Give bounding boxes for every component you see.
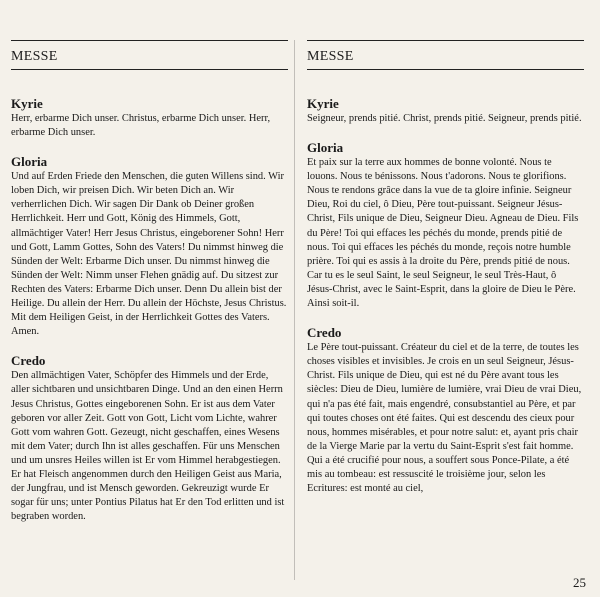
gloria-text: Und auf Erden Friede den Menschen, die guten Willens sind. Wir loben Dich, wir preisen Dich. Wir beten Dich an. Wir verherrlichen Dich. Wir sagen Dir Dank ob Deiner großen Herrlichkeit. Herr und Gott, König des Himmels, Gott, allmächtiger Vater! Herr Jesus Christus, eingeborener Sohn! Herr und Gott, Lamm Gottes, Sohn des Vaters! Du nimmst hinweg die Sünden der Welt: Erbarme Dich unser. Du nimmst hinweg die Sünden der Welt: Nimm unser Flehen gnädig auf. Du sitzest zur Rechten des Vaters: Erbarme Dich unser. Denn Du allein bist der Heilige. Du allein der Herr. Du allein der Höchste, Jesus Christus. Mit dem Heiligen Geist, in der Herrlichkeit Gottes des Vaters. Amen. — [11, 171, 287, 338]
column-divider — [294, 40, 295, 580]
credo-text: Den allmächtigen Vater, Schöpfer des Himmels und der Erde, aller sichtbaren und unsichtbaren Dinge. Und an den einen Herrn Jesus Christus, Gottes eingeborenen Sohn. Er ist aus dem Vater geboren vor aller Zeit. Gott von Gott, Licht vom Lichte, wahrer Gott vom wahren Gott. Gezeugt, nicht geschaffen, eines Wesens mit dem Vater; durch Ihn ist alles geschaffen. Für uns Menschen und um unsres Heiles willen ist Er vom Himmel herabgestiegen. Er hat Fleisch angenommen durch den Heiligen Geist aus Maria, der Jungfrau, und ist Mensch geworden. Gekreuzigt wurde Er sogar für uns; unter Pontius Pilatus hat Er den Tod erlitten und ist begraben worden. — [11, 370, 285, 523]
column-title: MESSE — [11, 48, 288, 70]
gloria-section — [307, 140, 584, 311]
credo-section — [307, 325, 584, 496]
credo-heading: Credo — [11, 353, 46, 369]
french-column — [307, 40, 584, 510]
column-title: MESSE — [307, 48, 584, 70]
kyrie-text: Seigneur, prends pitié. Christ, prends pitié. Seigneur, prends pitié. — [307, 113, 582, 124]
kyrie-text: Herr, erbarme Dich unser. Christus, erbarme Dich unser. Herr, erbarme Dich unser. — [11, 113, 271, 139]
credo-heading: Credo — [307, 325, 342, 341]
gloria-section — [11, 154, 288, 339]
credo-section — [11, 353, 288, 524]
gloria-heading: Gloria — [11, 154, 48, 170]
top-rule — [307, 40, 584, 41]
kyrie-heading: Kyrie — [11, 96, 43, 111]
kyrie-heading: Kyrie — [307, 96, 339, 111]
kyrie-section — [307, 96, 584, 126]
gloria-heading: Gloria — [307, 140, 344, 156]
credo-text: Le Père tout-puissant. Créateur du ciel et de la terre, de toutes les choses visibles et invisibles. Je crois en un seul Seigneur, Jésus-Christ. Fils unique de Dieu, qui est né du Père avant tous les siècles: Dieu de Dieu, lumière de lumière, vrai Dieu de vrai Dieu, qui n'a pas été fait, mais engendré, consubstantiel au Père, et par qui toutes choses ont été faites. Qui est descendu des cieux pour nous, hommes misérables, et pour notre salut: et, ayant pris chair de la Vierge Marie par la vertu du Saint-Esprit s'est fait homme. Qui a été crucifié pour nous, a souffert sous Ponce-Pilate, a été mis au tombeau: est ressuscité le troisième jour, selon les Ecritures: est monté au ciel, — [307, 342, 582, 495]
kyrie-section — [11, 96, 288, 140]
gloria-text: Et paix sur la terre aux hommes de bonne volonté. Nous te louons. Nous te bénissons. Nous t'adorons. Nous te glorifions. Nous te rendons grâce dans la vue de ta gloire infinie. Seigneur Dieu, Roi du ciel, ô Dieu, Père tout-puissant. Seigneur Jésus-Christ, Fils unique de Dieu, Seigneur Dieu. Agneau de Dieu. Fils du Père! Toi qui effaces les péchés du monde, prends pitié de nous. Toi qui effaces les péchés du monde, reçois notre humble prière. Toi qui es assis à la droite du Père, prends pitié de nous. Car tu es le seul Saint, le seul Seigneur, le seul Très-Haut, ô Jésus-Christ, avec le Saint-Esprit, dans la gloire de Dieu le Père. Ainsi soit-il. — [307, 157, 579, 310]
page-number: 25 — [573, 575, 586, 590]
top-rule — [11, 40, 288, 41]
german-column — [11, 40, 288, 538]
